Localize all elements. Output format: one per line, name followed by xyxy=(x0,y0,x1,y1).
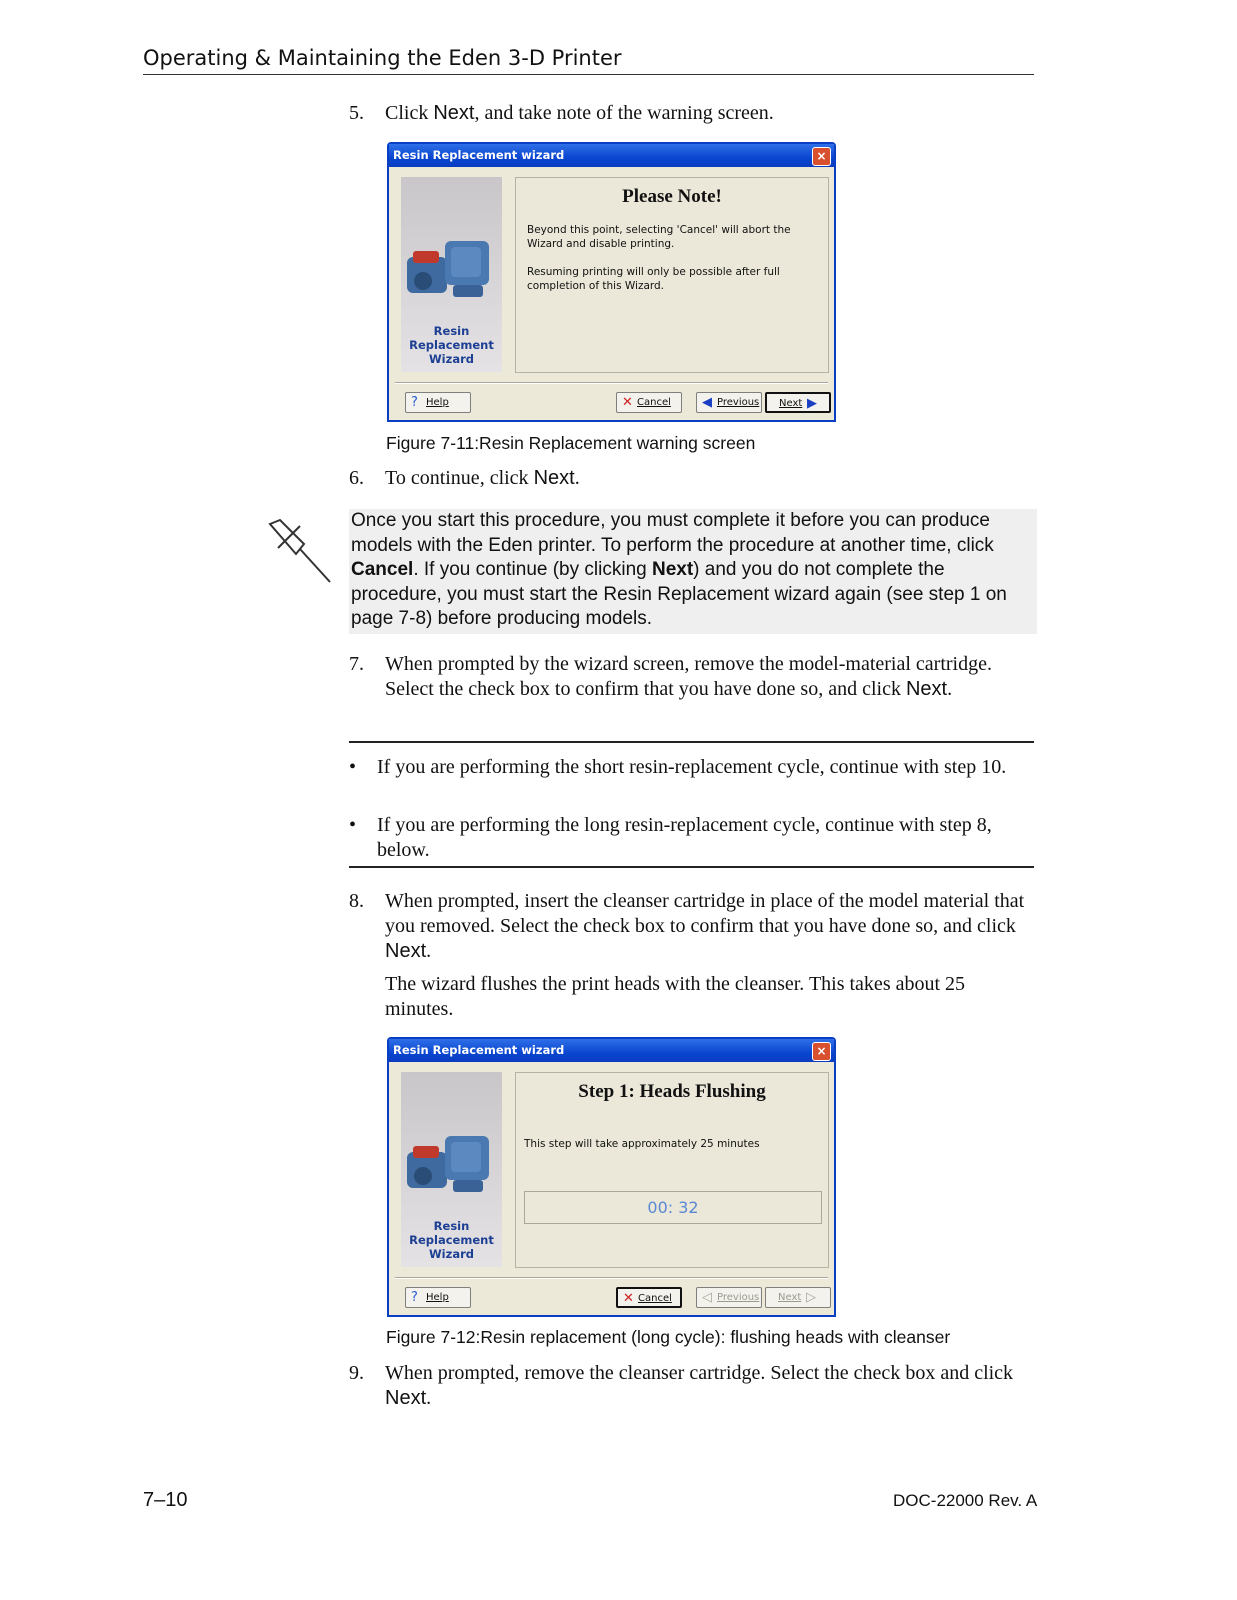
wizard-window-flushing xyxy=(387,1037,836,1317)
cartridge-machine-image xyxy=(405,1126,497,1200)
warning-text-2: Resuming printing will only be possible after full completion of this Wizard. xyxy=(527,266,780,292)
step-number: 8. xyxy=(349,890,364,912)
question-icon: ? xyxy=(411,395,418,410)
step-text: Click Next, and take note of the warning screen. xyxy=(385,102,774,124)
step-number: 5. xyxy=(349,102,364,124)
question-icon: ? xyxy=(411,1290,418,1305)
warning-text-1: Beyond this point, selecting 'Cancel' will abort the Wizard and disable printing. xyxy=(527,224,791,250)
panel-title: Please Note! xyxy=(622,186,722,207)
button-separator xyxy=(395,382,828,384)
figure-caption: Figure 7-11:Resin Replacement warning screen xyxy=(386,433,756,453)
step-text: When prompted, remove the cleanser cartridge. Select the check box and click Next. xyxy=(385,1362,1014,1409)
note-box xyxy=(349,509,1037,634)
step-7 xyxy=(349,652,1049,728)
step-6 xyxy=(349,466,1049,492)
wizard-side-label: Resin Replacement Wizard xyxy=(409,324,494,366)
wizard-content-panel xyxy=(515,1072,829,1268)
x-icon: ✕ xyxy=(623,1291,634,1306)
step-number: 6. xyxy=(349,467,364,489)
help-button[interactable]: ? Help xyxy=(405,392,471,413)
figure-caption: Figure 7-12:Resin replacement (long cycle): flushing heads with cleanser xyxy=(386,1327,951,1347)
close-icon[interactable]: × xyxy=(812,147,831,166)
previous-button[interactable]: ◁ Previous xyxy=(696,1287,762,1308)
wizard-side-image xyxy=(401,1072,502,1267)
arrow-left-icon: ◀ xyxy=(702,395,712,410)
next-button[interactable]: Next ▶ xyxy=(765,392,831,413)
step-9 xyxy=(349,1361,1049,1413)
elapsed-timer: 00: 32 xyxy=(524,1191,822,1224)
wizard-side-image xyxy=(401,177,502,372)
wizard-window-warning xyxy=(387,142,836,422)
running-header: Operating & Maintaining the Eden 3-D Printer xyxy=(143,46,1034,75)
note-text: Once you start this procedure, you must complete it before you can produce models with the Eden printer. To perform the procedure at another time, click Cancel. If you continue (by clicking Next) and you do not complete the procedure, you must start the Resin Replacement wizard again (see step 1 on page 7-8) before producing models. xyxy=(351,510,1007,630)
help-button[interactable]: ? Help xyxy=(405,1287,471,1308)
window-titlebar: Resin Replacement wizard xyxy=(389,144,834,167)
step-number: 7. xyxy=(349,653,364,675)
wizard-content-panel xyxy=(515,177,829,373)
step-text: To continue, click Next. xyxy=(385,467,580,489)
cancel-button[interactable]: ✕ Cancel xyxy=(616,1287,682,1308)
step-number: 9. xyxy=(349,1362,364,1384)
panel-title: Step 1: Heads Flushing xyxy=(578,1081,766,1102)
previous-button[interactable]: ◀ Previous xyxy=(696,392,762,413)
arrow-right-icon: ▷ xyxy=(806,1290,816,1305)
duration-text: This step will take approximately 25 minutes xyxy=(524,1138,760,1150)
pushpin-icon xyxy=(266,518,336,586)
x-icon: ✕ xyxy=(622,395,633,410)
step-5 xyxy=(349,101,1049,127)
step-paragraph: The wizard flushes the print heads with the cleanser. This takes about 25 minutes. xyxy=(385,973,966,1020)
wizard-side-label: Resin Replacement Wizard xyxy=(409,1219,494,1261)
step-text: When prompted, insert the cleanser cartridge in place of the model material that you removed. Select the check box to confirm that you have done so, and click Next. xyxy=(385,890,1025,962)
window-titlebar: Resin Replacement wizard xyxy=(389,1039,834,1062)
next-button[interactable]: Next ▷ xyxy=(765,1287,831,1308)
cancel-button[interactable]: ✕ Cancel xyxy=(616,392,682,413)
document-id: DOC-22000 Rev. A xyxy=(893,1491,1038,1510)
page-number: 7–10 xyxy=(143,1489,188,1511)
button-separator xyxy=(395,1277,828,1279)
arrow-right-icon: ▶ xyxy=(807,396,817,411)
close-icon[interactable]: × xyxy=(812,1042,831,1061)
cycle-options-list: • If you are performing the short resin-replacement cycle, continue with step 10. • If you are performing the long resin-replacement cycle, continue with step 8, below. xyxy=(349,741,1034,868)
step-8 xyxy=(349,889,1049,1024)
arrow-left-icon: ◁ xyxy=(702,1290,712,1305)
step-text: When prompted by the wizard screen, remove the model-material cartridge. Select the check box to confirm that you have done so, and click Next. xyxy=(385,653,992,700)
cartridge-machine-image xyxy=(405,231,497,305)
